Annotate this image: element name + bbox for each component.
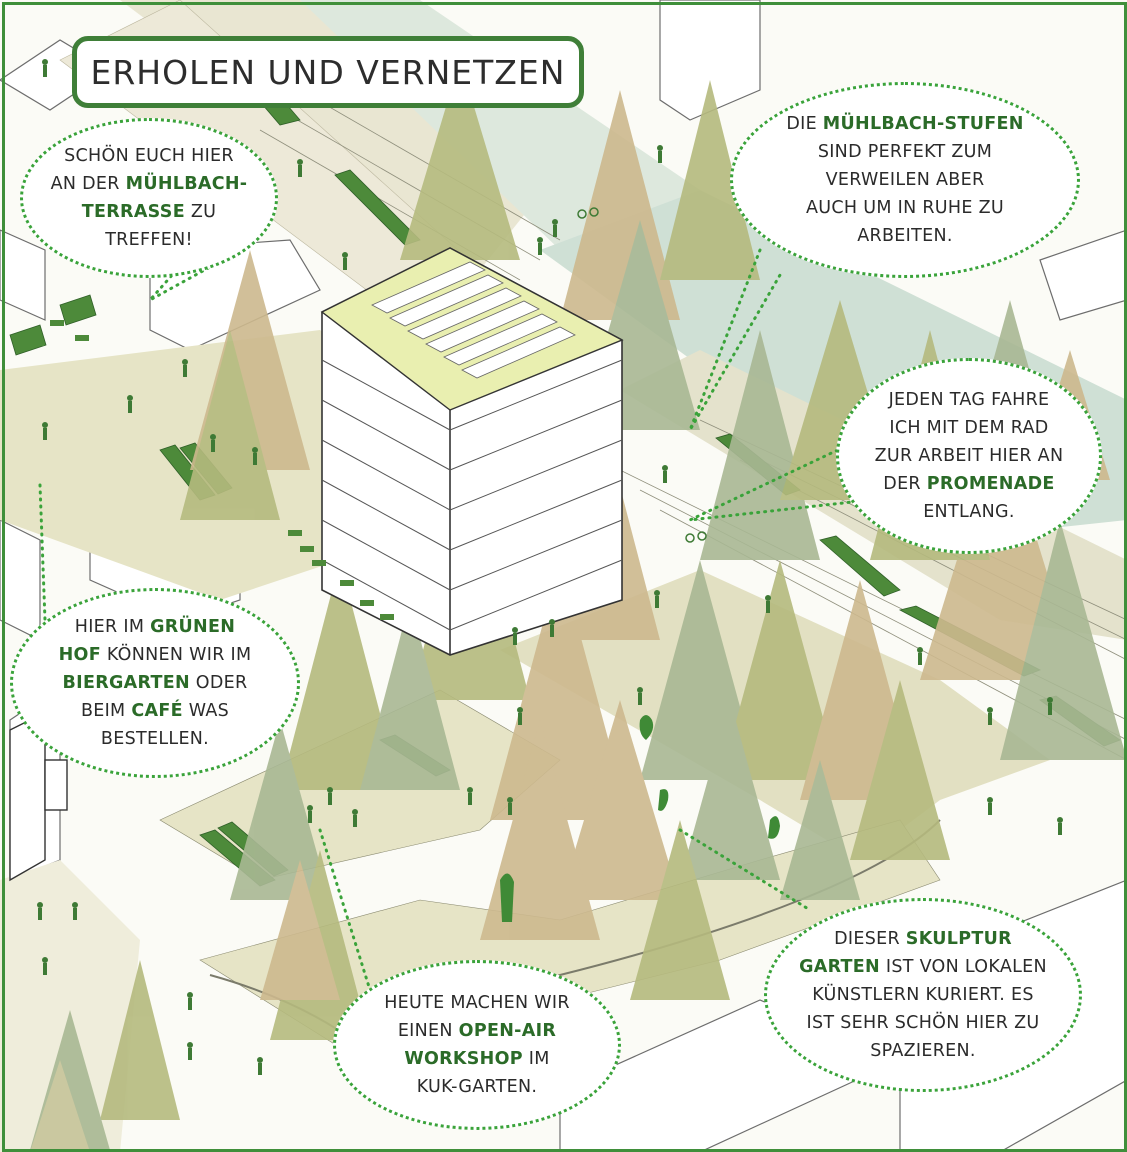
bubble-line — [875, 414, 1064, 442]
bubble-segment: DER — [883, 474, 927, 494]
speech-bubble-workshop — [333, 960, 621, 1130]
bubble-line — [786, 194, 1023, 222]
bubble-segment: SPAZIEREN. — [870, 1041, 976, 1061]
highlight-term: GRÜNEN — [150, 617, 236, 637]
bubble-segment: WAS — [182, 701, 230, 721]
bubble-line — [875, 386, 1064, 414]
speech-bubble-skulptur — [764, 898, 1082, 1092]
bubble-text — [786, 110, 1023, 250]
page-title: ERHOLEN UND VERNETZEN — [90, 52, 566, 92]
bubble-line — [51, 226, 248, 254]
bubble-line — [786, 138, 1023, 166]
bubble-segment: ENTLANG. — [923, 502, 1015, 522]
highlight-term: TERRASSE — [81, 202, 185, 222]
bubble-segment: DIESER — [834, 929, 906, 949]
bubble-segment: HIER IM — [74, 617, 151, 637]
bubble-line — [51, 142, 248, 170]
bubble-line — [875, 498, 1064, 526]
highlight-term: CAFÉ — [131, 701, 183, 721]
bubble-line — [59, 613, 252, 641]
bubble-line — [384, 1045, 570, 1073]
bubble-segment: HEUTE MACHEN WIR — [384, 993, 570, 1013]
bubble-line — [799, 981, 1047, 1009]
bubble-text — [51, 142, 248, 254]
bubble-text — [799, 925, 1047, 1065]
bubble-segment: ARBEITEN. — [857, 226, 953, 246]
highlight-term: OPEN-AIR — [458, 1021, 557, 1041]
speech-bubble-promenade — [836, 358, 1102, 554]
bubble-line — [799, 925, 1047, 953]
bubble-segment: IST VON LOKALEN — [880, 957, 1047, 977]
bubble-segment: ODER — [189, 673, 248, 693]
speech-bubble-hof — [10, 588, 300, 778]
speech-bubble-terrasse — [20, 118, 278, 278]
bubble-text — [59, 613, 252, 753]
bubble-segment: SIND PERFEKT ZUM — [817, 142, 993, 162]
bubble-segment: ZUR ARBEIT HIER AN — [874, 446, 1064, 466]
bubble-segment: BEIM — [80, 701, 132, 721]
bubble-line — [799, 1037, 1047, 1065]
bubble-line — [384, 1073, 570, 1101]
bubble-segment: DIE — [786, 114, 823, 134]
bubble-line — [384, 989, 570, 1017]
highlight-term: SKULPTUR — [905, 929, 1012, 949]
bubble-segment: AUCH UM IN RUHE ZU — [806, 198, 1004, 218]
bubble-segment: KUK-GARTEN. — [416, 1077, 538, 1097]
bubble-text — [384, 989, 570, 1101]
bubble-segment: EINEN — [397, 1021, 459, 1041]
bubble-segment: JEDEN TAG FAHRE — [888, 390, 1050, 410]
bubble-line — [786, 110, 1023, 138]
bubble-line — [799, 953, 1047, 981]
bubble-segment: VERWEILEN ABER — [825, 170, 985, 190]
highlight-term: MÜHLBACH-STUFEN — [822, 114, 1024, 134]
bubble-line — [799, 1009, 1047, 1037]
highlight-term: MÜHLBACH- — [125, 174, 248, 194]
bubble-segment: TREFFEN! — [105, 230, 193, 250]
bubble-segment: KÖNNEN WIR IM — [100, 645, 252, 665]
bubble-segment: BESTELLEN. — [100, 729, 210, 749]
highlight-term: WORKSHOP — [404, 1049, 523, 1069]
bubble-line — [384, 1017, 570, 1045]
bubble-segment: IST SEHR SCHÖN HIER ZU — [806, 1013, 1040, 1033]
highlight-term: HOF — [58, 645, 101, 665]
bubble-line — [59, 641, 252, 669]
bubble-segment: SCHÖN EUCH HIER — [64, 146, 234, 166]
bubble-segment: IM — [522, 1049, 550, 1069]
title-banner — [72, 36, 584, 108]
bubble-line — [875, 470, 1064, 498]
bubble-line — [51, 170, 248, 198]
bubble-segment: KÜNSTLERN KURIERT. ES — [812, 985, 1034, 1005]
bubble-line — [59, 725, 252, 753]
highlight-term: BIERGARTEN — [62, 673, 190, 693]
bubble-text — [875, 386, 1064, 526]
bubble-segment: ICH MIT DEM RAD — [889, 418, 1049, 438]
speech-bubble-stufen — [730, 82, 1080, 278]
bubble-segment: ZU — [184, 202, 217, 222]
bubble-line — [59, 697, 252, 725]
bubble-line — [786, 166, 1023, 194]
highlight-term: GARTEN — [799, 957, 880, 977]
bubble-line — [59, 669, 252, 697]
highlight-term: PROMENADE — [926, 474, 1055, 494]
bubble-segment: AN DER — [50, 174, 126, 194]
bubble-line — [51, 198, 248, 226]
bubble-line — [786, 222, 1023, 250]
bubble-line — [875, 442, 1064, 470]
